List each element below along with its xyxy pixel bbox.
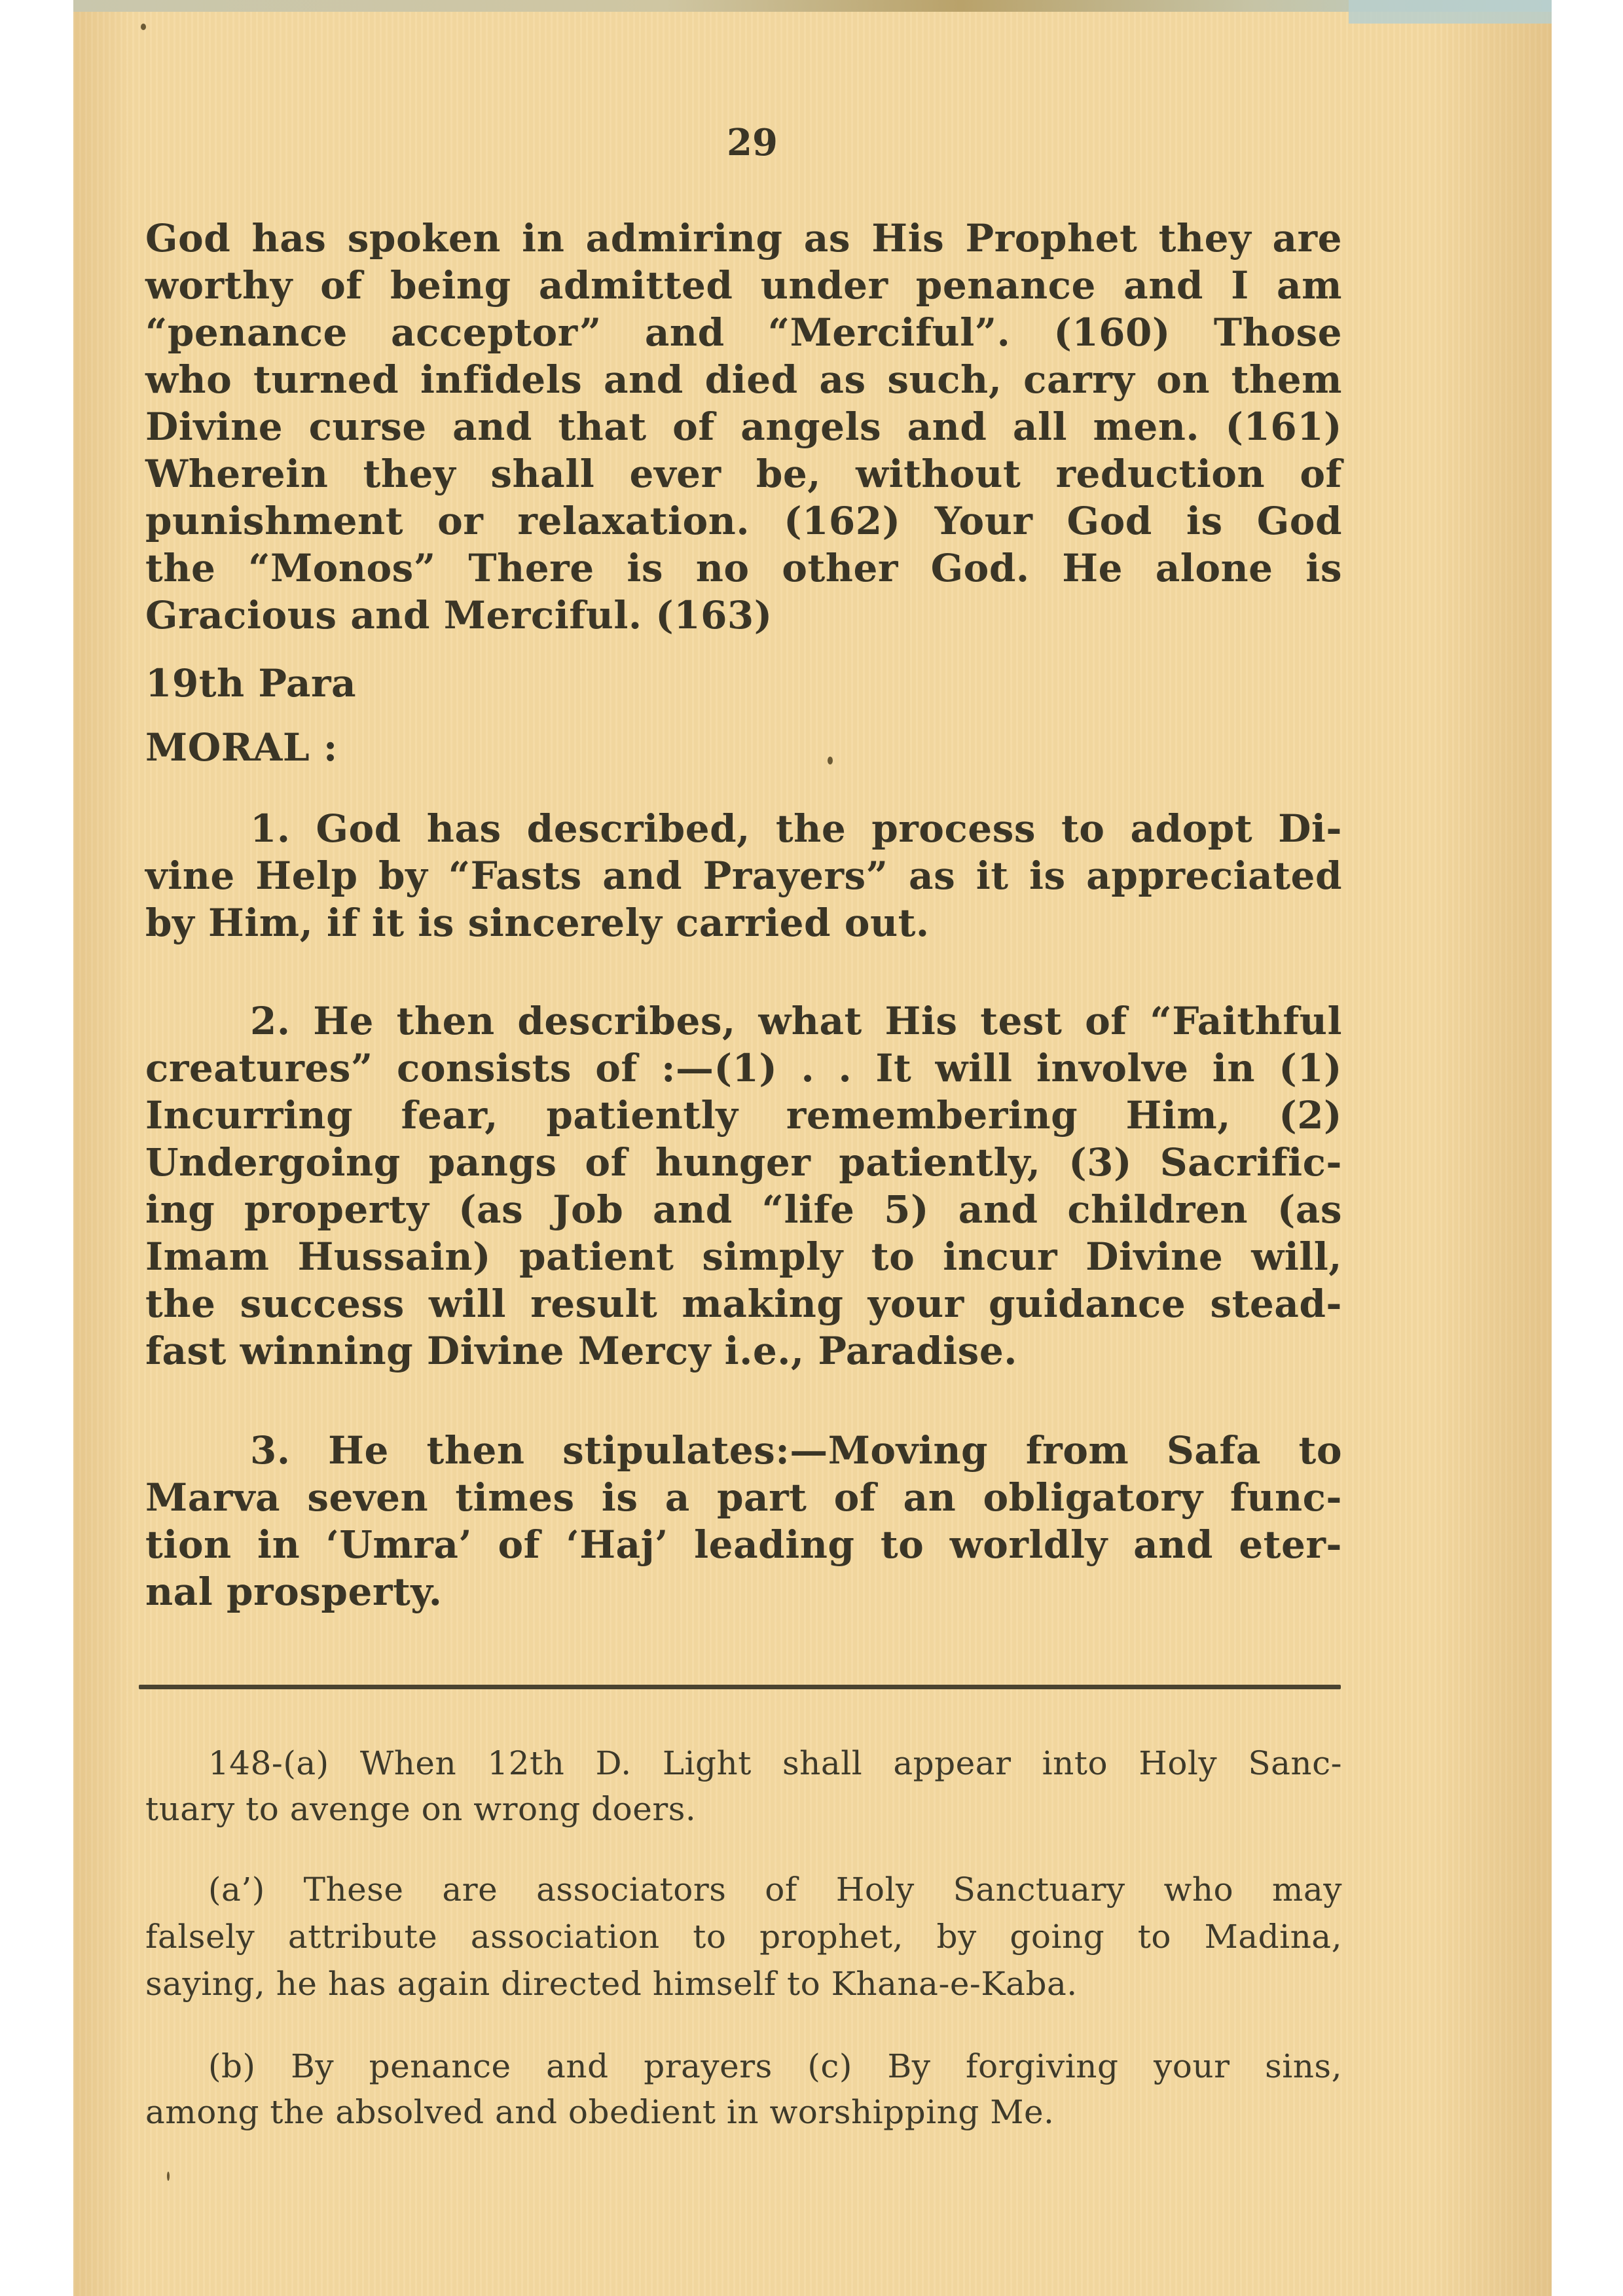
text-line: Incurring fear, patiently remembering Him, (2) bbox=[145, 1093, 1342, 1138]
text-line: tion in ‘Umra’ of ‘Haj’ leading to worldly and eter- bbox=[145, 1522, 1342, 1567]
footnote-line: among the absolved and obedient in worshipping Me. bbox=[145, 2093, 1055, 2131]
footnote-line: tuary to avenge on wrong doers. bbox=[145, 1790, 697, 1828]
text-line: Divine curse and that of angels and all men. (161) bbox=[145, 404, 1342, 449]
text-line: creatures” consists of :—(1) . . It will involve in (1) bbox=[145, 1046, 1342, 1090]
footnote-line: (b) By penance and prayers (c) By forgiving your sins, bbox=[208, 2047, 1342, 2085]
text-line: nal prosperty. bbox=[145, 1570, 443, 1614]
scan-speck bbox=[167, 2172, 170, 2181]
scan-speck bbox=[828, 757, 833, 764]
scan-top-edge bbox=[73, 0, 1552, 12]
text-line: the success will result making your guidance stead- bbox=[145, 1282, 1342, 1326]
text-line: 3. He then stipulates:—Moving from Safa to bbox=[250, 1428, 1342, 1473]
scan-speck bbox=[141, 24, 146, 30]
footnote-separator-rule bbox=[139, 1685, 1341, 1689]
text-line: who turned infidels and died as such, carry on them bbox=[145, 357, 1342, 402]
text-line: vine Help by “Fasts and Prayers” as it is appreciated bbox=[145, 853, 1342, 898]
page-number: 29 bbox=[727, 121, 778, 164]
text-line: “penance acceptor” and “Merciful”. (160) Those bbox=[145, 310, 1342, 355]
text-line: Wherein they shall ever be, without reduction of bbox=[145, 452, 1342, 496]
footnote-line: saying, he has again directed himself to Khana-e-Kaba. bbox=[145, 1965, 1078, 2003]
text-line: God has spoken in admiring as His Prophet they are bbox=[145, 216, 1342, 260]
text-line: 1. God has described, the process to adopt Di- bbox=[250, 806, 1342, 851]
text-line: fast winning Divine Mercy i.e., Paradise. bbox=[145, 1329, 1017, 1373]
moral-heading: MORAL : bbox=[145, 725, 338, 770]
text-line: Undergoing pangs of hunger patiently, (3) Sacrific- bbox=[145, 1140, 1342, 1185]
text-line: punishment or relaxation. (162) Your God is God bbox=[145, 499, 1342, 543]
text-line: ing property (as Job and “life 5) and children (as bbox=[145, 1187, 1342, 1232]
para-label: 19th Para bbox=[145, 661, 357, 706]
text-line: the “Monos” There is no other God. He alone is bbox=[145, 546, 1342, 590]
text-line: Imam Hussain) patient simply to incur Divine will, bbox=[145, 1234, 1342, 1279]
text-line: Gracious and Merciful. (163) bbox=[145, 593, 773, 637]
text-line: Marva seven times is a part of an obligatory func- bbox=[145, 1475, 1342, 1520]
scan-top-edge-right bbox=[1349, 0, 1552, 24]
text-line: worthy of being admitted under penance and I am bbox=[145, 263, 1342, 308]
text-line: 2. He then describes, what His test of “Faithful bbox=[250, 999, 1342, 1043]
footnote-line: 148-(a) When 12th D. Light shall appear into Holy Sanc- bbox=[208, 1744, 1342, 1782]
text-line: by Him, if it is sincerely carried out. bbox=[145, 901, 930, 945]
footnote-line: falsely attribute association to prophet, by going to Madina, bbox=[145, 1918, 1342, 1956]
footnote-line: (a’) These are associators of Holy Sanctuary who may bbox=[208, 1871, 1342, 1909]
